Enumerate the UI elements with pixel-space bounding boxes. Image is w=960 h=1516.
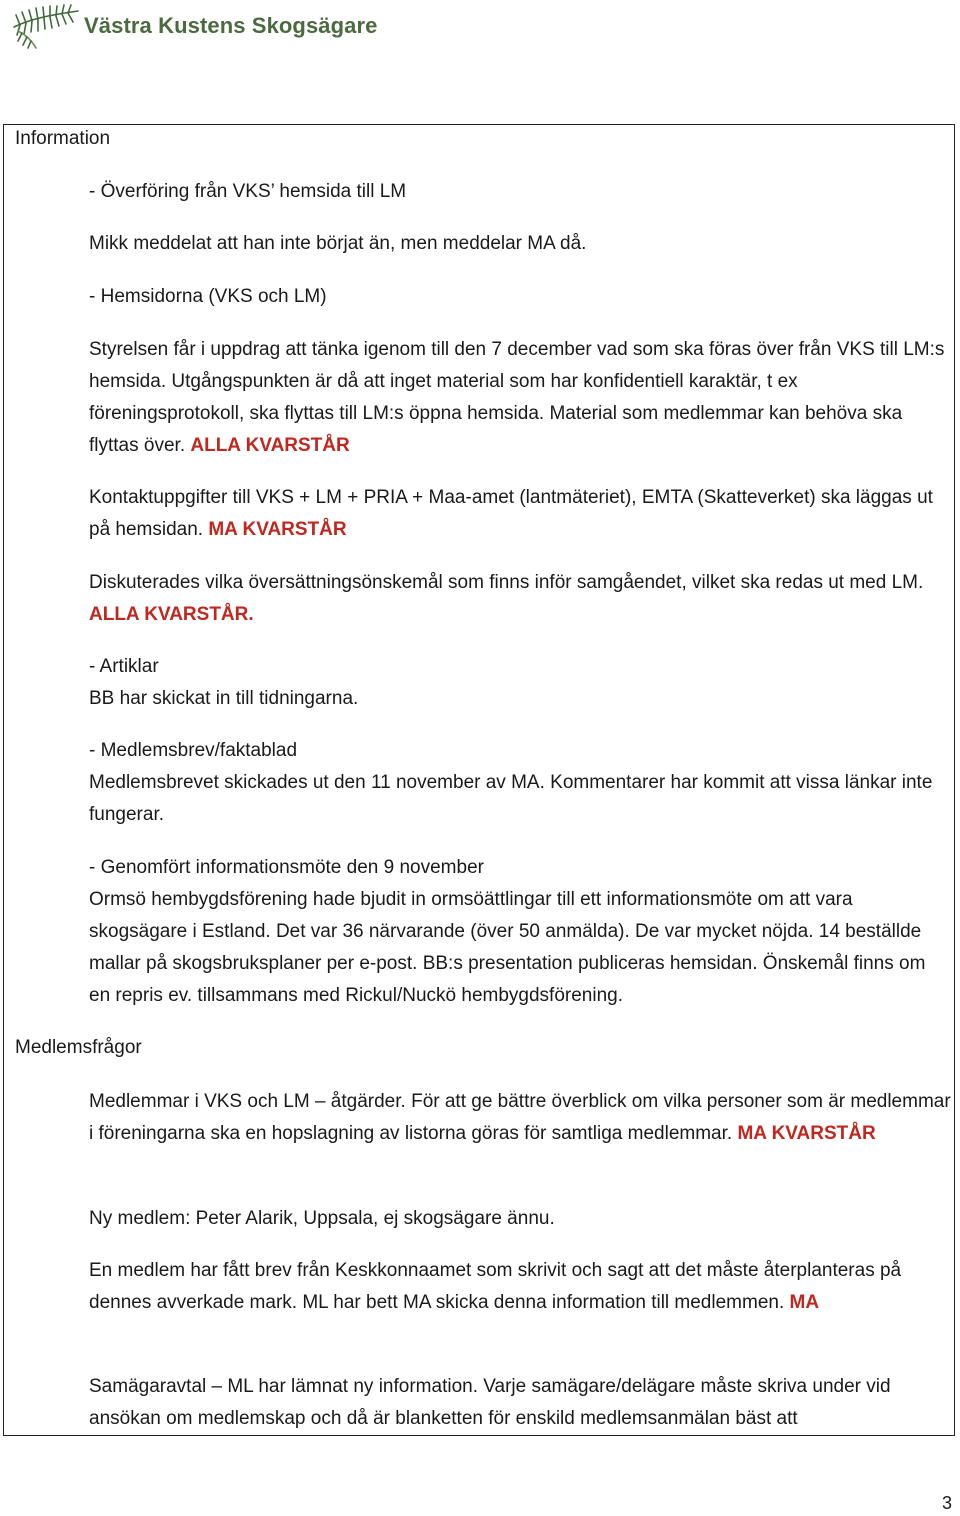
status-badge: MA KVARSTÅR	[737, 1123, 876, 1144]
members-new-member: Ny medlem: Peter Alarik, Uppsala, ej skogsägare ännu.	[89, 1208, 555, 1229]
members-merge-paragraph: Medlemmar i VKS och LM – åtgärder. För att ge bättre överblick om vilka personer som är medlemmar i föreningarna ska en hopslagning av listorna göras för samtliga medlemmar. MA KVARSTÅR	[89, 1091, 951, 1144]
section-label-medlemsfragor: Medlemsfrågor	[15, 1037, 142, 1058]
info-newsletter: - Medlemsbrev/faktablad Medlemsbrevet skickades ut den 11 november av MA. Kommentarer har kommit att vissa länkar inte fungerar.	[89, 740, 933, 825]
status-badge: ALLA KVARSTÅR	[190, 435, 350, 456]
info-websites-heading: - Hemsidorna (VKS och LM)	[89, 286, 327, 307]
status-badge: MA	[789, 1292, 820, 1313]
info-articles: - Artiklar BB har skickat in till tidningarna.	[89, 656, 359, 709]
members-letter-paragraph: En medlem har fått brev från Keskkonnaamet som skrivit och sagt att det måste återplanteras på dennes avverkade mark. ML har bett MA skicka denna information till medlemmen. MA	[89, 1260, 902, 1313]
section-label-information: Information	[15, 128, 111, 149]
brand-name: Västra Kustens Skogsägare	[84, 13, 378, 38]
members-coownership-paragraph: Samägaravtal – ML har lämnat ny information. Varje samägare/delägare måste skriva under vid ansökan om medlemskap och då är blanketten för enskild medlemsanmälan bäst att	[89, 1376, 891, 1429]
info-translation-paragraph: Diskuterades vilka översättningsönskemål som finns inför samgåendet, vilket ska redas ut med LM. ALLA KVARSTÅR.	[89, 572, 924, 625]
document-header	[10, 0, 378, 52]
status-badge: MA KVARSTÅR	[208, 519, 347, 540]
info-websites-paragraph: Styrelsen får i uppdrag att tänka igenom till den 7 december vad som ska föras över från VKS till LM:s hemsida. Utgångspunkten är då att inget material som har konfidentiell karaktär, t ex föreningsprotokoll, ska flyttas till LM:s öppna hemsida. Material som medlemmar kan behöva ska flyttas över. ALLA KVARSTÅR	[89, 339, 945, 456]
info-transfer-note: Mikk meddelat att han inte börjat än, men meddelar MA då.	[89, 233, 587, 254]
page-number: 3	[941, 1493, 952, 1513]
info-meeting: - Genomfört informationsmöte den 9 november Ormsö hembygdsförening hade bjudit in ormsöättlingar till ett informationsmöte om att vara skogsägare i Estland. Det var 36 närvarande (över 50 anmälda). De var mycket nöjda. 14 beställde mallar på skogsbruksplaner per e-post. BB:s presentation publiceras hemsidan. Önskemål finns om en repris ev. tillsammans med Rickul/Nuckö hembygdsförening.	[89, 857, 926, 1006]
info-transfer-heading: - Överföring från VKS’ hemsida till LM	[89, 181, 407, 202]
spruce-branch-icon	[10, 1, 82, 51]
info-contacts-paragraph: Kontaktuppgifter till VKS + LM + PRIA + Maa-amet (lantmäteriet), EMTA (Skatteverket) ska läggas ut på hemsidan. MA KVARSTÅR	[89, 487, 933, 540]
status-badge: ALLA KVARSTÅR.	[89, 604, 254, 625]
